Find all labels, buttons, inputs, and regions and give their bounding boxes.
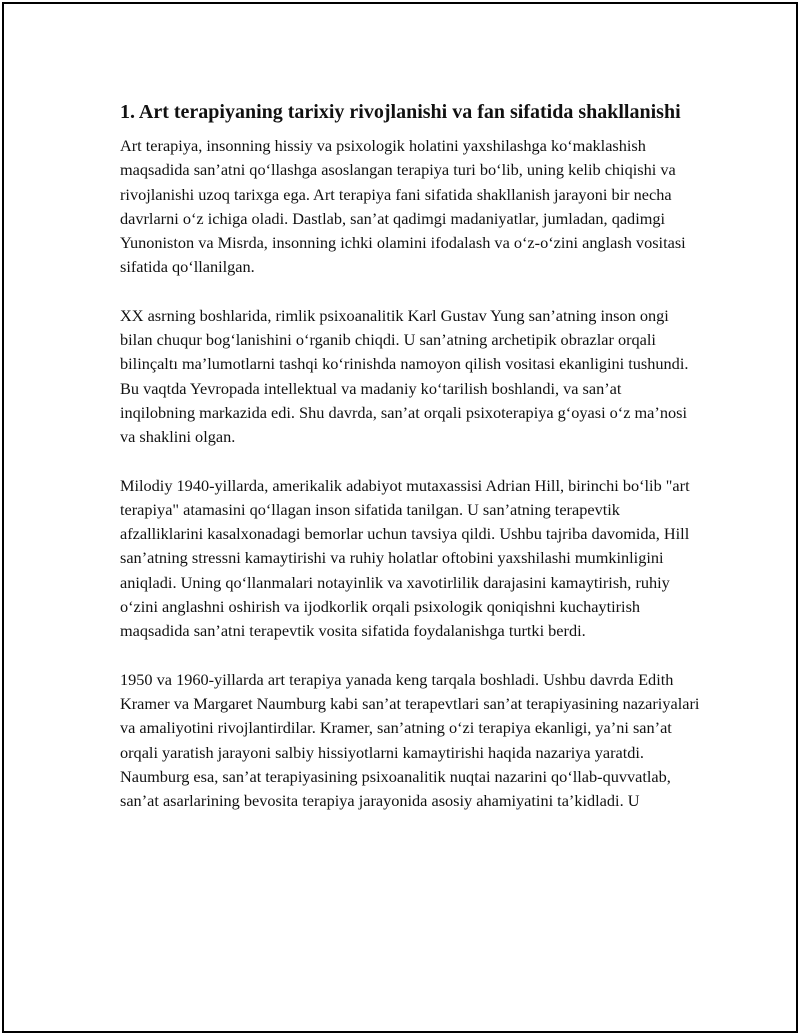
paragraph-1: Art terapiya, insonning hissiy va psixologik holatini yaxshilashga ko‘maklashish maqsadida san’atni qo‘llashga asoslangan terapiya turi bo‘lib, uning kelib chiqishi va rivojlanishi uzoq tarixga ega. Art terapiya fani sifatida shakllanish jarayoni bir necha davrlarni o‘z ichiga oladi. Dastlab, san’at qadimgi madaniyatlar, jumladan, qadimgi Yunoniston va Misrda, insonning ichki olamini ifodalash va o‘z-o‘zini anglash vositasi sifatida qo‘llanilgan. — [120, 136, 686, 277]
paragraph-4: 1950 va 1960-yillarda art terapiya yanada keng tarqala boshladi. Ushbu davrda Edith Kramer va Margaret Naumburg kabi san’at terapevtlari san’at terapiyasining nazariyalari va amaliyotini rivojlantirdilar. Kramer, san’atning o‘zi terapiya ekanligi, ya’ni san’at orqali yaratish jarayoni salbiy hissiyotlarni kamaytirishi haqida nazariya yaratdi. Naumburg esa, san’at terapiyasining psixoanalitik nuqtai nazarini qo‘llab-quvvatlab, san’at asarlarining bevosita terapiya jarayonida asosiy ahamiyatini ta’kidladi. U — [120, 669, 700, 811]
page-frame — [2, 2, 798, 1033]
paragraph-2: XX asrning boshlarida, rimlik psixoanalitik Karl Gustav Yung san’atning inson ongi bilan chuqur bog‘lanishini o‘rganib chiqdi. U san’atning archetipik obrazlar orqali bilinçaltı ma’lumotlarni tashqi ko‘rinishda namoyon qilish vositasi ekanligini tushundi. Bu vaqtda Yevropada intellektual va madaniy ko‘tarilish boshlandi, va san’at inqilobning markazida edi. Shu davrda, san’at orqali psixoterapiya g‘oyasi o‘z ma’nosi va shaklini olgan. — [120, 305, 689, 447]
paragraph-3: Milodiy 1940-yillarda, amerikalik adabiyot mutaxassisi Adrian Hill, birinchi bo‘lib "art terapiya" atamasini qo‘llagan inson sifatida tanilgan. U san’atning terapevtik afzalliklarini kasalxonadagi bemorlar uchun tavsiya qildi. Ushbu tajriba davomida, Hill san’atning stressni kamaytirishi va ruhiy holatlar oftobini yaxshilashi mumkinligini aniqladi. Uning qo‘llanmalari notayinlik va xavotirlilik darajasini kamaytirish, ruhiy o‘zini anglashni oshirish va ijodkorlik orqali psixologik qoniqishni kuchaytirish maqsadida san’atni terapevtik vosita sifatida foydalanishga turtki berdi. — [120, 475, 690, 641]
section-heading: 1. Art terapiyaning tarixiy rivojlanishi va fan sifatida shakllanishi — [120, 101, 681, 123]
document-body — [120, 98, 700, 813]
